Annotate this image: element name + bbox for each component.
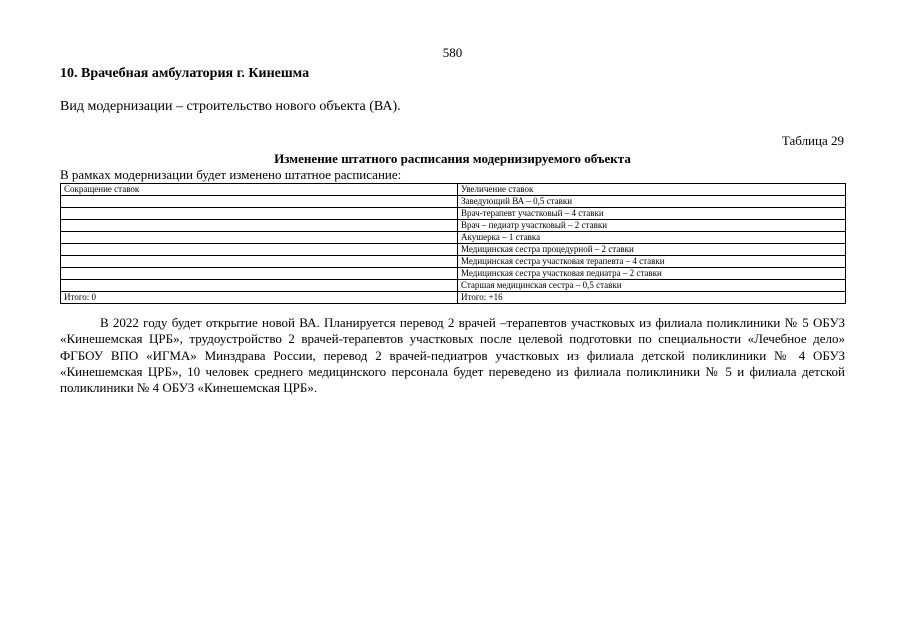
table-row [61, 244, 846, 256]
reduction-cell [61, 220, 458, 232]
increase-cell: Медицинская сестра участковая педиатра – 2 ставки [458, 268, 846, 280]
increase-cell: Старшая медицинская сестра – 0,5 ставки [458, 280, 846, 292]
body-paragraph: В 2022 году будет открытие новой ВА. Планируется перевод 2 врачей –терапевтов участковых из филиала поликлиники № 5 ОБУЗ «Кинешемская ЦРБ», трудоустройство 2 врачей-терапевтов участковых после целевой подготовки по специальности «Лечебное дело» ФГБОУ ВПО «ИГМА» Минздрава России, перевод 2 врачей-педиатров участковых из филиала детской поликлиники № 4 ОБУЗ «Кинешемская ЦРБ», 10 человек среднего медицинского персонала будет переведено из филиала поликлиники № 5 и филиала детской поликлиники № 4 ОБУЗ «Кинешемская ЦРБ». [60, 315, 845, 396]
table-row [61, 220, 846, 232]
table-row [61, 268, 846, 280]
table-row [61, 196, 846, 208]
reduction-cell [61, 256, 458, 268]
modernization-type-text: Вид модернизации – строительство нового объекта (ВА). [60, 99, 401, 114]
increase-cell: Медицинская сестра процедурной – 2 ставки [458, 244, 846, 256]
table-row [61, 280, 846, 292]
section-heading: 10. Врачебная амбулатория г. Кинешма [60, 66, 310, 81]
table-row [61, 208, 846, 220]
header-reduction: Сокращение ставок [61, 184, 458, 196]
staff-change-table [60, 183, 846, 304]
total-increase: Итого: +16 [458, 292, 846, 304]
table-total-row [61, 292, 846, 304]
table-title: Изменение штатного расписания модернизируемого объекта [274, 151, 631, 166]
increase-cell: Акушерка – 1 ставка [458, 232, 846, 244]
reduction-cell [61, 232, 458, 244]
increase-cell: Врач-терапевт участковый – 4 ставки [458, 208, 846, 220]
increase-cell: Заведующий ВА – 0,5 ставки [458, 196, 846, 208]
reduction-cell [61, 208, 458, 220]
increase-cell: Медицинская сестра участковая терапевта – 4 ставки [458, 256, 846, 268]
header-increase: Увеличение ставок [458, 184, 846, 196]
table-header-row [61, 184, 846, 196]
reduction-cell [61, 268, 458, 280]
total-reduction: Итого: 0 [61, 292, 458, 304]
page-number: 580 [442, 45, 463, 60]
reduction-cell [61, 244, 458, 256]
table-row [61, 232, 846, 244]
reduction-cell [61, 280, 458, 292]
table-row [61, 256, 846, 268]
table-caption: Таблица 29 [781, 133, 844, 148]
increase-cell: Врач – педиатр участковый – 2 ставки [458, 220, 846, 232]
reduction-cell [61, 196, 458, 208]
table-intro-text: В рамках модернизации будет изменено штатное расписание: [60, 167, 402, 182]
body-text [60, 315, 845, 396]
